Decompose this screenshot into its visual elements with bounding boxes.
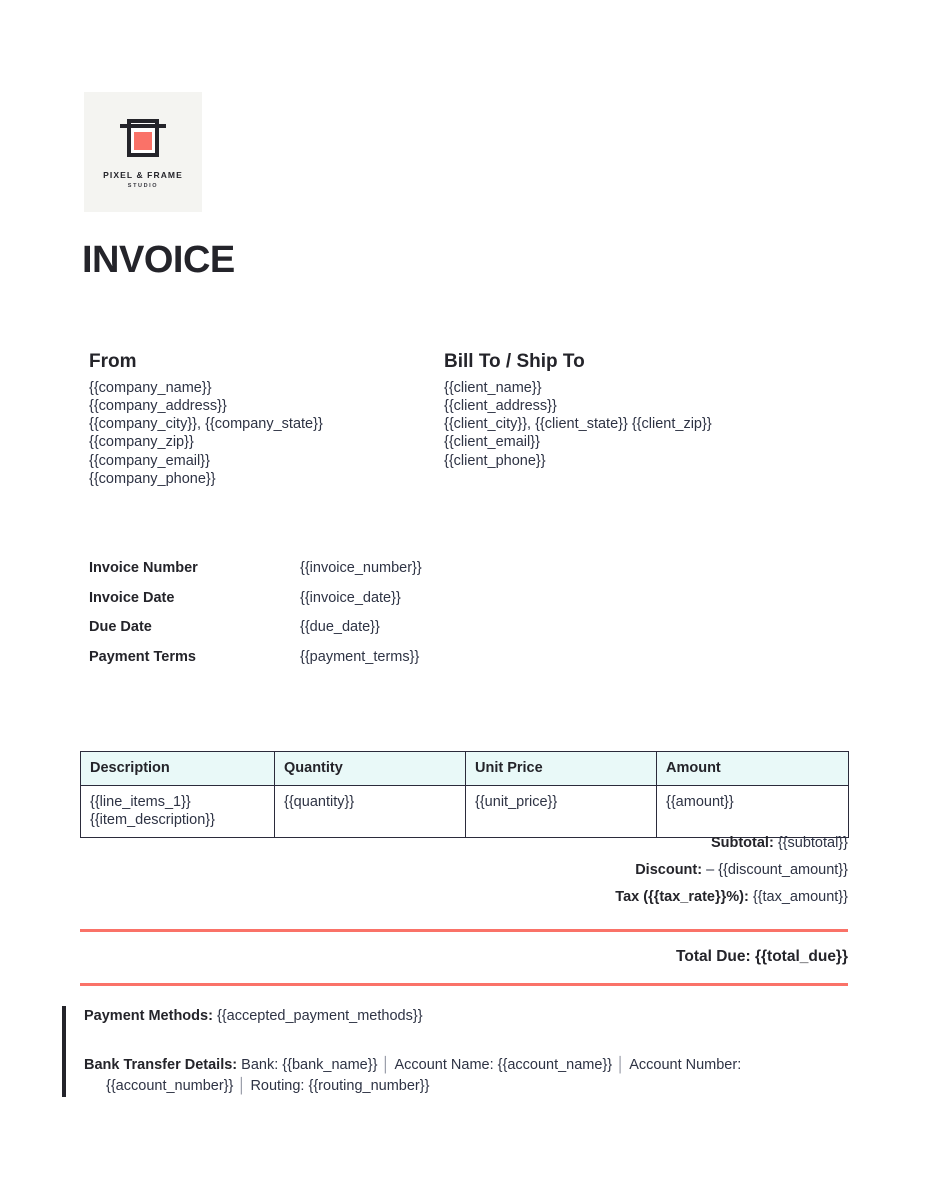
from-line: {{company_city}}, {{company_state}} — [89, 416, 323, 433]
cell-quantity: {{quantity}} — [275, 785, 466, 837]
subtotal-label: Subtotal: — [710, 835, 774, 851]
accent-rule-bottom — [80, 983, 848, 986]
bill-to-line: {{client_phone}} — [444, 452, 546, 469]
bill-to-line: {{client_address}} — [444, 397, 557, 414]
cell-description: {{line_items_1}}{{item_description}} — [81, 785, 275, 837]
payment-methods-value: {{accepted_payment_methods}} — [216, 1008, 423, 1024]
bill-to-line: {{client_name}} — [444, 379, 542, 396]
meta-label: Invoice Date — [89, 589, 175, 606]
logo-brand-subtitle: STUDIO — [127, 182, 159, 189]
discount-value: – {{discount_amount}} — [706, 862, 848, 878]
from-line: {{company_name}} — [89, 379, 212, 396]
cell-amount: {{amount}} — [657, 785, 849, 837]
meta-value: {{invoice_number}} — [300, 560, 422, 576]
tax-label: Tax ({{tax_rate}}%): — [615, 889, 749, 905]
tax-row — [615, 884, 848, 911]
separator-icon: │ — [381, 1057, 391, 1073]
column-header-quantity: Quantity — [275, 752, 466, 786]
meta-row — [89, 590, 589, 620]
parties-section — [89, 350, 849, 488]
payment-methods-line — [84, 1006, 848, 1027]
from-line: {{company_zip}} — [89, 434, 194, 451]
meta-row — [89, 649, 589, 679]
meta-value: {{payment_terms}} — [300, 648, 420, 665]
column-header-amount: Amount — [657, 752, 849, 786]
meta-label: Payment Terms — [89, 648, 196, 665]
bank-name: Bank: {{bank_name}} — [241, 1057, 378, 1073]
subtotal-value: {{subtotal}} — [777, 835, 848, 851]
logo-brand-name: PIXEL & FRAME — [103, 170, 183, 180]
meta-label: Invoice Number — [89, 560, 198, 576]
payment-footer — [62, 1006, 848, 1097]
from-line: {{company_email}} — [89, 452, 210, 469]
total-due-amount: Total Due: {{total_due}} — [676, 948, 848, 965]
account-number-value: {{account_number}} — [106, 1078, 234, 1094]
column-header-description: Description — [81, 752, 275, 786]
meta-label: Due Date — [89, 619, 152, 635]
bill-to-block — [444, 350, 844, 488]
meta-row — [89, 560, 589, 590]
meta-value: {{invoice_date}} — [300, 589, 401, 606]
table-header-row — [81, 752, 849, 786]
page-title: INVOICE — [82, 239, 235, 281]
logo-bar-shape — [120, 124, 166, 128]
camera-frame-icon — [120, 115, 166, 159]
company-logo — [84, 92, 202, 212]
account-name: Account Name: {{account_name}} — [394, 1057, 613, 1073]
discount-label: Discount: — [635, 862, 703, 878]
from-line: {{company_phone}} — [89, 470, 216, 487]
from-heading: From — [89, 351, 137, 372]
bank-transfer-label: Bank Transfer Details: — [84, 1057, 238, 1073]
totals-section — [615, 830, 848, 911]
bill-to-line: {{client_city}}, {{client_state}} {{client_zip}} — [444, 416, 712, 433]
column-header-unit-price: Unit Price — [466, 752, 657, 786]
meta-row — [89, 619, 589, 649]
from-line: {{company_address}} — [89, 397, 227, 414]
subtotal-row — [615, 830, 848, 857]
payment-methods-label: Payment Methods: — [84, 1008, 213, 1024]
account-number-label: Account Number: — [629, 1057, 742, 1073]
from-block — [89, 350, 444, 488]
cell-unit-price: {{unit_price}} — [466, 785, 657, 837]
bank-transfer-line — [84, 1055, 848, 1097]
invoice-meta — [89, 560, 589, 678]
discount-row — [615, 857, 848, 884]
accent-rule-top — [80, 929, 848, 932]
routing-number: Routing: {{routing_number}} — [250, 1078, 430, 1094]
line-items-table — [80, 751, 849, 838]
separator-icon: │ — [237, 1078, 247, 1094]
separator-icon: │ — [616, 1057, 626, 1073]
logo-accent-square — [134, 132, 152, 150]
tax-value: {{tax_amount}} — [752, 889, 848, 905]
bill-to-line: {{client_email}} — [444, 434, 540, 451]
footer-spacer — [84, 1027, 848, 1055]
bill-to-heading: Bill To / Ship To — [444, 351, 585, 372]
meta-value: {{due_date}} — [300, 619, 380, 635]
